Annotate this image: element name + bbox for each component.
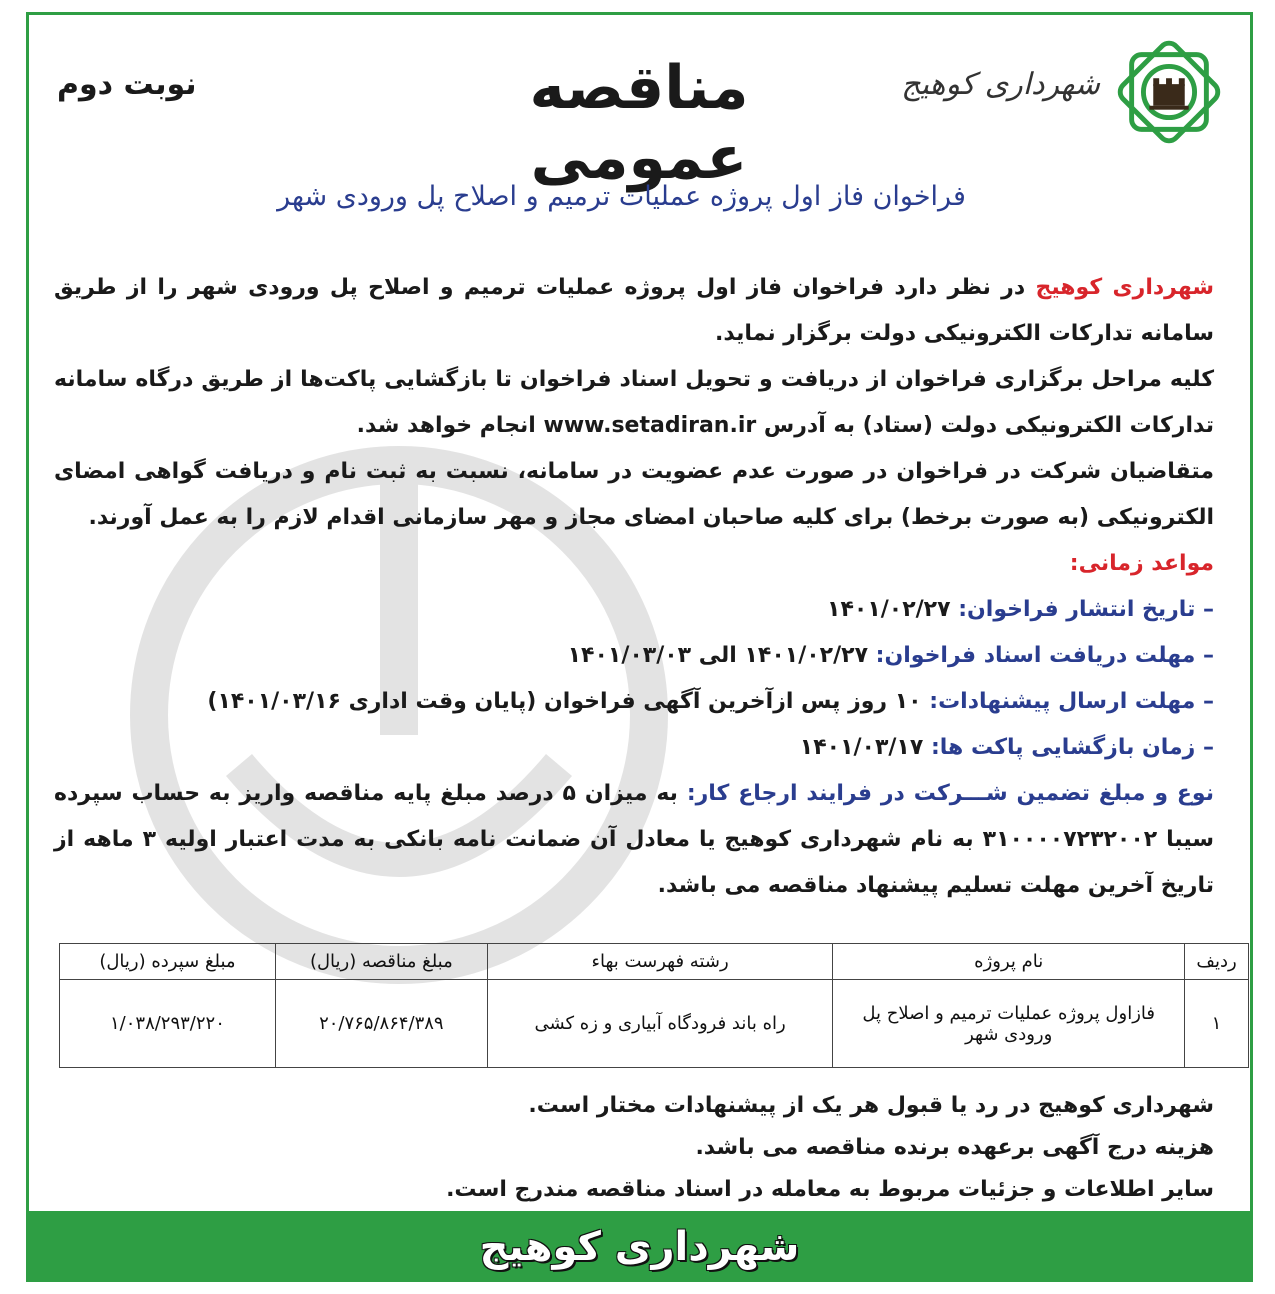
procedure-text-start: کلیه مراحل برگزاری فراخوان از دریافت و تحویل اسناد فراخوان تا بازگشایی پاکت‌ها از طریق درگاه سامانه تدارکات الکترونیکی دولت (ستاد) به آدرس — [54, 367, 1214, 438]
table-row — [60, 980, 1249, 1068]
tender-table — [59, 943, 1249, 1068]
round-label: نوبت دوم — [57, 67, 197, 102]
footer-title: شهرداری کوهیج — [479, 1223, 800, 1270]
schedule-list — [54, 587, 1214, 771]
registration-paragraph: متقاضیان شرکت در فراخوان در صورت عدم عضویت در سامانه، نسبت به ثبت نام و دریافت گواهی امضای الکترونیکی (به صورت برخط) برای کلیه صاحبان امضای مجاز و مهر سازمانی اقدام لازم را به عمل آورند. — [54, 459, 1214, 530]
category-cell: راه باند فرودگاه آبیاری و زه کشی — [487, 980, 833, 1068]
schedule-label: – مهلت دریافت اسناد فراخوان: — [875, 643, 1214, 668]
procedure-text-end: انجام خواهد شد. — [356, 413, 544, 438]
schedule-heading: مواعد زمانی: — [1069, 551, 1214, 576]
intro-paragraph — [54, 265, 1214, 357]
schedule-label: – زمان بازگشایی پاکت ها: — [930, 735, 1214, 760]
schedule-value: ۱۴۰۱/۰۲/۲۷ — [827, 597, 959, 622]
project-name-cell: فازاول پروژه عملیات ترمیم و اصلاح پل ورودی شهر — [833, 980, 1185, 1068]
municipality-logo-icon — [1110, 33, 1228, 151]
setad-link[interactable]: www.setadiran.ir — [543, 413, 757, 438]
notice-body — [54, 265, 1214, 909]
footer-note: هزینه درج آگهی برعهده برنده مناقصه می باشد. — [695, 1135, 1214, 1160]
schedule-value: ۱۴۰۱/۰۳/۱۷ — [799, 735, 931, 760]
footer-note: شهرداری کوهیج در رد یا قبول هر یک از پیشنهادات مختار است. — [528, 1093, 1214, 1118]
guarantee-label: نوع و مبلغ تضمین شـــرکت در فرایند ارجاع کار: — [686, 781, 1214, 806]
schedule-item-opening — [54, 725, 1214, 771]
deposit-amount-cell: ۱/۰۳۸/۲۹۳/۲۲۰ — [60, 980, 276, 1068]
column-header: مبلغ سپرده (ریال) — [60, 944, 276, 980]
schedule-item-publish — [54, 587, 1214, 633]
column-header: ردیف — [1185, 944, 1249, 980]
schedule-label: – تاریخ انتشار فراخوان: — [958, 597, 1214, 622]
column-header: مبلغ مناقصه (ریال) — [275, 944, 487, 980]
procedure-paragraph — [54, 357, 1214, 449]
schedule-label: – مهلت ارسال پیشنهادات: — [929, 689, 1214, 714]
column-header: نام پروژه — [833, 944, 1185, 980]
intro-text: در نظر دارد فراخوان فاز اول پروژه عملیات ترمیم و اصلاح پل ورودی شهر را از طریق سامانه تدارکات الکترونیکی دولت برگزار نماید. — [54, 275, 1214, 346]
notice-header — [29, 15, 1250, 193]
schedule-item-proposals — [54, 679, 1214, 725]
page-title: مناقصه عمومی — [529, 53, 749, 193]
call-subtitle: فراخوان فاز اول پروژه عملیات ترمیم و اصلاح پل ورودی شهر — [277, 181, 966, 212]
table-header-row — [60, 944, 1249, 980]
footer-banner — [29, 1211, 1250, 1282]
schedule-value: ۱۴۰۱/۰۲/۲۷ الی ۱۴۰۱/۰۳/۰۳ — [567, 643, 876, 668]
column-header: رشته فهرست بهاء — [487, 944, 833, 980]
notice-frame — [26, 12, 1253, 1282]
row-index: ۱ — [1185, 980, 1249, 1068]
tender-table-container — [59, 943, 1249, 1068]
tender-amount-cell: ۲۰/۷۶۵/۸۶۴/۳۸۹ — [275, 980, 487, 1068]
schedule-value: ۱۰ روز پس ازآخرین آگهی فراخوان (پایان وقت اداری ۱۴۰۱/۰۳/۱۶) — [207, 689, 930, 714]
footer-notes — [54, 1085, 1214, 1211]
organization-name: شهرداری کوهیج — [1035, 275, 1214, 300]
guarantee-paragraph — [54, 771, 1214, 909]
schedule-item-documents — [54, 633, 1214, 679]
municipality-signature: شهرداری کوهیج — [901, 67, 1100, 102]
guarantee-text: به میزان ۵ درصد مبلغ پایه مناقصه واریز به حساب سپرده سیبا ۳۱۰۰۰۰۷۲۳۲۰۰۲ به نام شهرداری کوهیج یا معادل آن ضمانت نامه بانکی به مدت اعتبار اولیه ۳ ماهه از تاریخ آخرین مهلت تسلیم پیشنهاد مناقصه می باشد. — [54, 781, 1215, 898]
footer-note: سایر اطلاعات و جزئیات مربوط به معامله در اسناد مناقصه مندرج است. — [446, 1177, 1214, 1202]
